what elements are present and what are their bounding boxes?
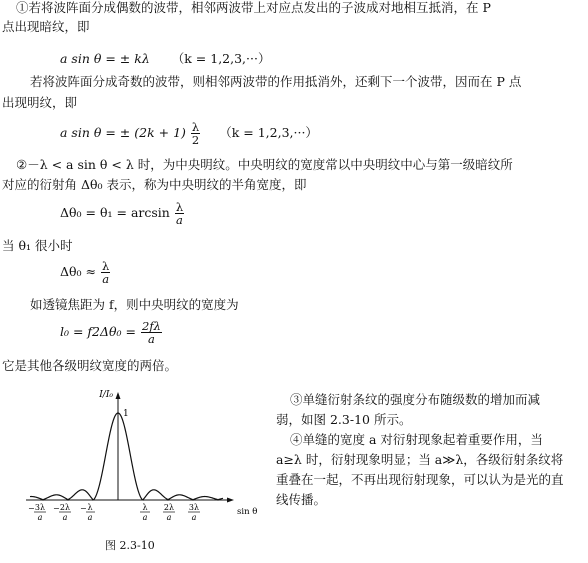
eq4-fraction xyxy=(101,260,110,285)
paragraph-8-line-1: ④单缝的宽度 a 对衍射现象起着重要作用，当 xyxy=(290,432,543,447)
tick-sign: − xyxy=(28,504,35,513)
paragraph-8-line-4: 线传播。 xyxy=(276,492,327,507)
eq5-denominator: a xyxy=(148,332,155,346)
eq2-fraction xyxy=(191,121,200,146)
eq3-expression: Δθ₀ = θ₁ = arcsin xyxy=(60,205,170,220)
tick-pos-3 xyxy=(188,503,200,522)
tick-numerator: λ xyxy=(87,503,93,512)
intensity-curve xyxy=(30,413,223,500)
eq5-expression: l₀ = f2Δθ₀ = xyxy=(60,324,137,339)
eq4-expression: Δθ₀ ≈ xyxy=(60,264,97,279)
paragraph-3-line-2: 对应的衍射角 Δθ₀ 表示，称为中央明纹的半角宽度，即 xyxy=(2,177,307,192)
tick-numerator: 2λ xyxy=(59,503,71,512)
equation-bright-fringe xyxy=(60,121,318,146)
tick-denominator: a xyxy=(191,513,197,522)
figure-caption: 图 2.3-10 xyxy=(105,539,155,552)
eq4-numerator: λ xyxy=(102,259,110,273)
y-axis-arrow xyxy=(116,392,121,399)
eq2-condition: （k = 1,2,3,···） xyxy=(219,125,318,140)
paragraph-2-line-1: 若将波阵面分成奇数的波带，则相邻两波带的作用抵消外，还剩下一个波带，因而在 P 点 xyxy=(30,74,522,89)
x-axis-arrow xyxy=(227,498,234,503)
eq5-numerator: 2fλ xyxy=(142,319,161,333)
tick-neg-2 xyxy=(53,503,71,522)
tick-neg-1 xyxy=(80,503,95,522)
paragraph-2-line-2: 出现明纹，即 xyxy=(2,95,78,110)
paragraph-7-line-1: ③单缝衍射条纹的强度分布随级数的增加而减 xyxy=(290,392,541,407)
paragraph-7-line-2: 弱，如图 2.3-10 所示。 xyxy=(276,412,412,427)
tick-pos-2 xyxy=(163,503,175,522)
paragraph-8-line-2: a≥λ 时，衍射现象明显；当 a≫λ，各级衍射条纹将 xyxy=(276,452,564,467)
paragraph-1-line-1: ①若将波阵面分成偶数的波带，相邻两波带上对应点发出的子波成对地相互抵消，在 P xyxy=(16,0,491,15)
tick-numerator: λ xyxy=(142,503,148,512)
equation-half-angle xyxy=(60,201,185,226)
eq1-condition: （k = 1,2,3,···） xyxy=(171,51,271,66)
eq5-fraction xyxy=(141,320,162,345)
eq2-denominator: 2 xyxy=(191,133,200,147)
eq4-denominator: a xyxy=(102,272,110,286)
tick-numerator: 3λ xyxy=(188,503,200,512)
eq2-numerator: λ xyxy=(191,120,200,134)
peak-value-label: 1 xyxy=(123,409,129,419)
tick-sign: − xyxy=(53,504,60,513)
tick-numerator: 3λ xyxy=(34,503,46,512)
tick-denominator: a xyxy=(142,513,148,522)
equation-small-angle xyxy=(60,260,111,285)
equation-central-width xyxy=(60,320,163,345)
tick-denominator: a xyxy=(166,513,172,522)
tick-sign: − xyxy=(80,504,87,513)
eq3-numerator: λ xyxy=(175,200,184,214)
tick-denominator: a xyxy=(62,513,68,522)
tick-denominator: a xyxy=(37,513,43,522)
paragraph-5: 如透镜焦距为 f，则中央明纹的宽度为 xyxy=(30,297,239,312)
paragraph-3-line-1: ②－λ < a sin θ < λ 时，为中央明纹。中央明纹的宽度常以中央明纹中心与第一级暗纹所 xyxy=(16,157,513,172)
equation-dark-fringe xyxy=(60,49,270,67)
paragraph-6: 它是其他各级明纹宽度的两倍。 xyxy=(2,358,178,373)
tick-numerator: 2λ xyxy=(163,503,175,512)
eq1-expression: a sin θ = ± kλ xyxy=(60,51,150,66)
eq2-expression: a sin θ = ± (2k + 1) xyxy=(60,125,186,140)
diffraction-intensity-figure xyxy=(18,385,268,530)
tick-denominator: a xyxy=(87,513,93,522)
y-axis-label: I/I₀ xyxy=(99,390,113,400)
paragraph-1-line-2: 点出现暗纹，即 xyxy=(2,19,90,34)
eq3-denominator: a xyxy=(176,213,183,227)
tick-neg-3 xyxy=(28,503,46,522)
paragraph-4: 当 θ₁ 很小时 xyxy=(2,238,73,253)
paragraph-8-line-3: 重叠在一起，不再出现衍射现象，可以认为是光的直 xyxy=(276,472,564,487)
tick-pos-1 xyxy=(140,503,150,522)
x-axis-label: sin θ xyxy=(237,507,258,517)
eq3-fraction xyxy=(175,201,184,226)
